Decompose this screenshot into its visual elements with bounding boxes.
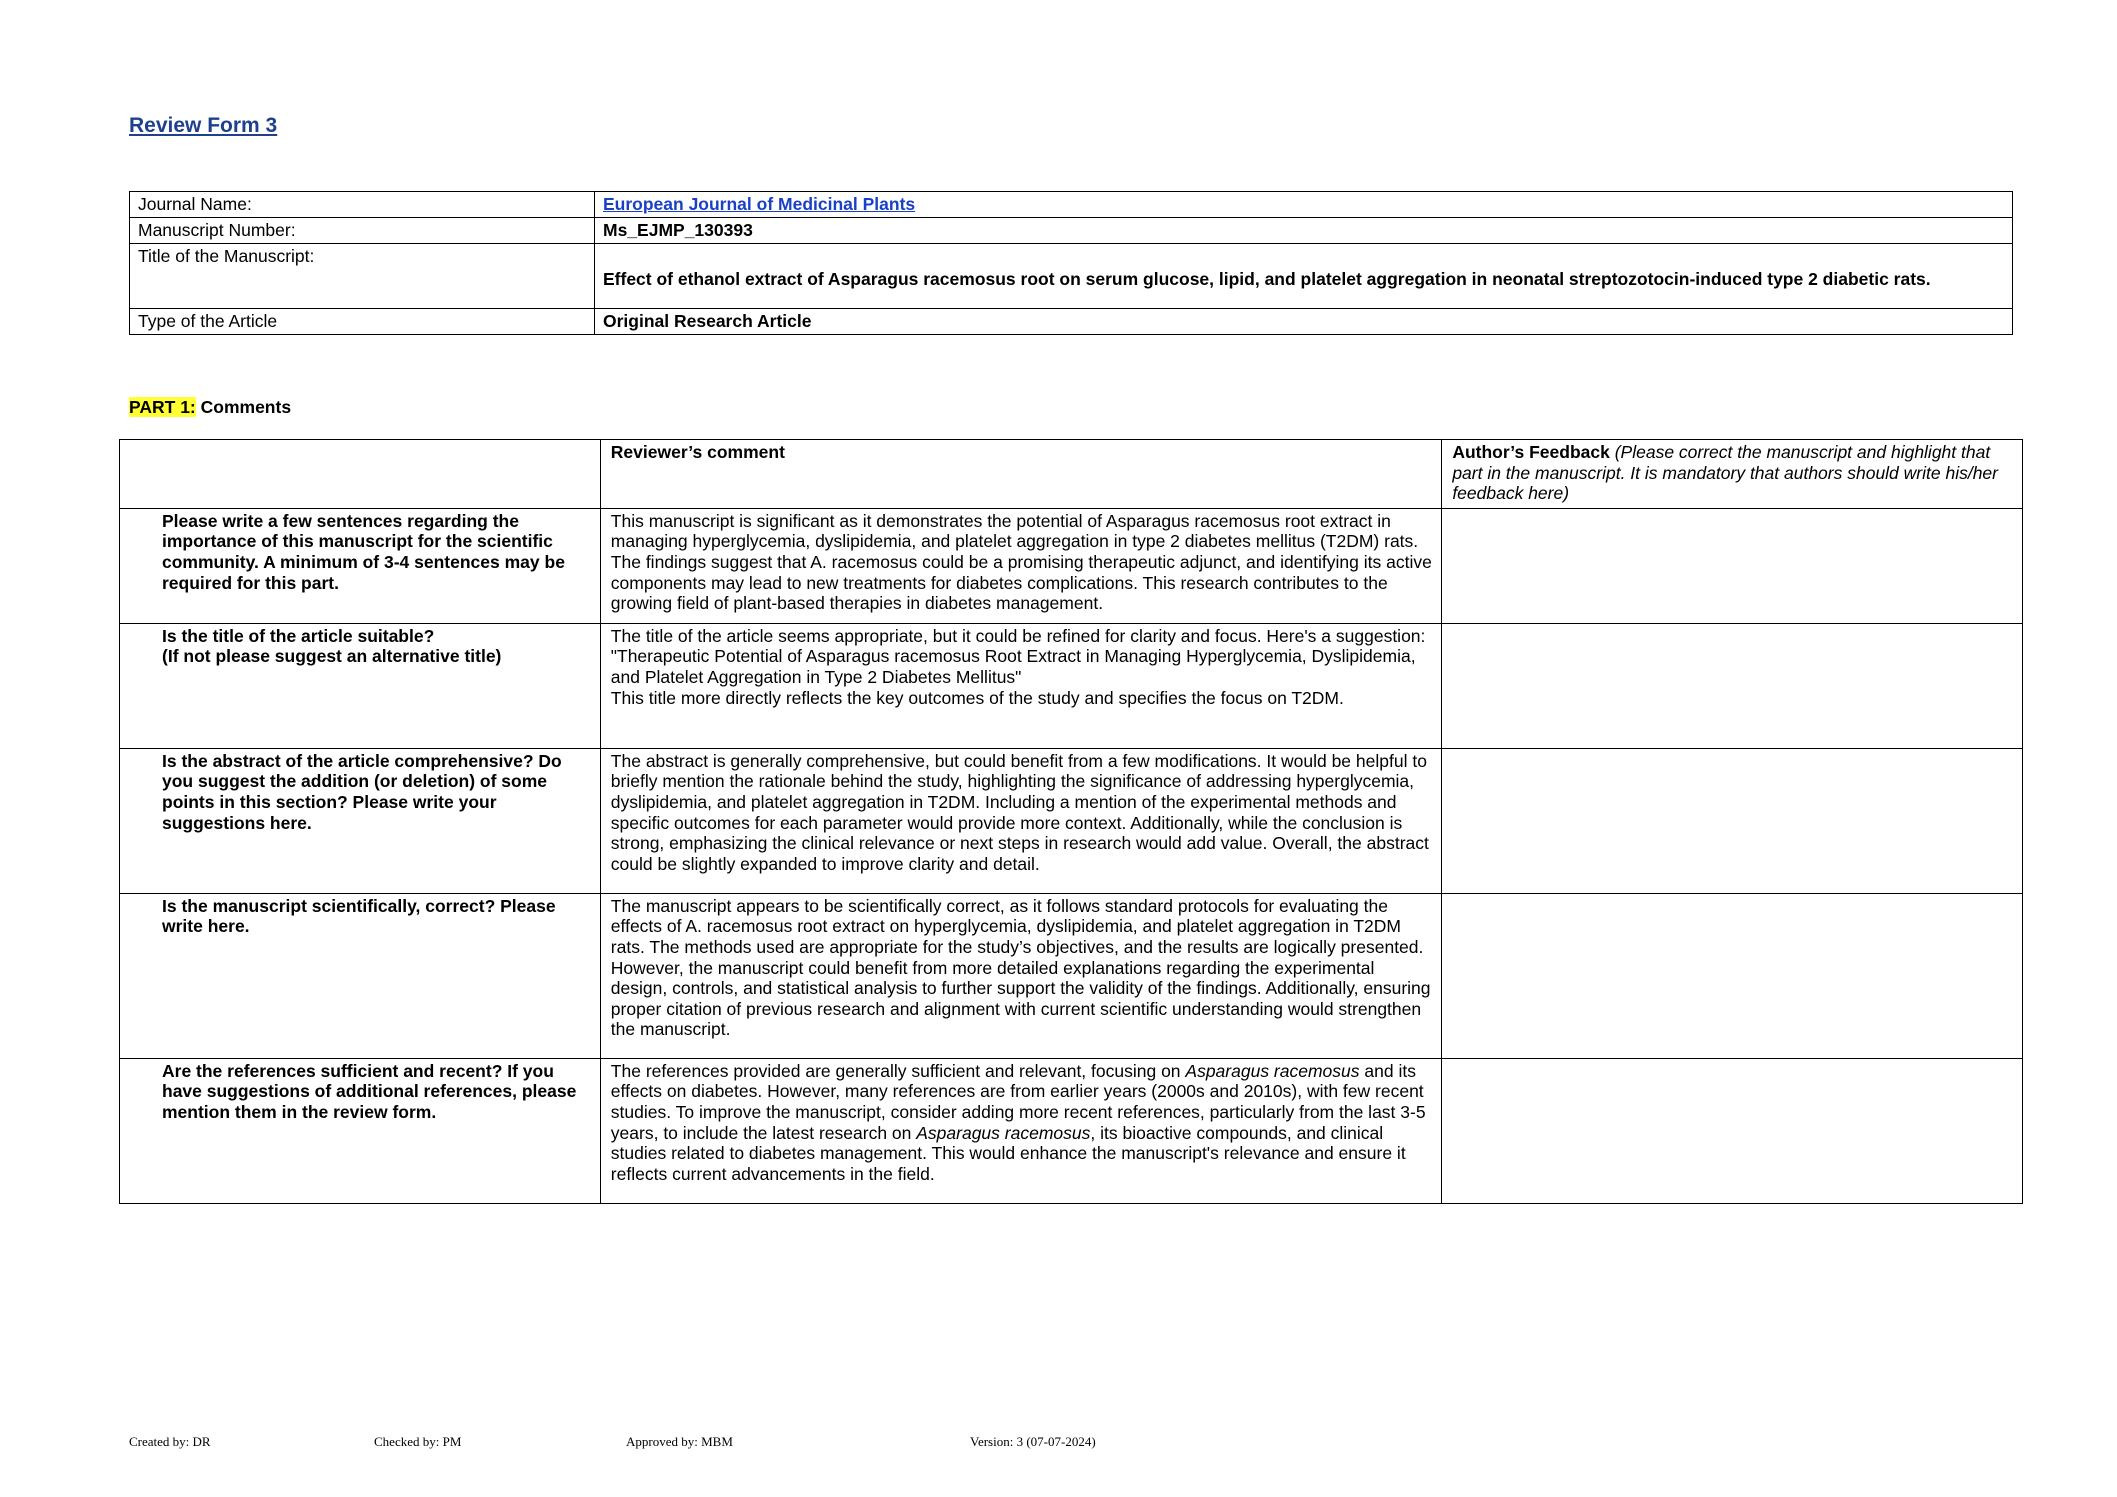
article-type-value: Original Research Article — [595, 309, 2013, 335]
comment-row — [120, 748, 2023, 893]
author-feedback-cell[interactable] — [1442, 508, 2023, 623]
footer-version: Version: 3 (07-07-2024) — [970, 1434, 1096, 1449]
part1-label: PART 1: — [129, 397, 196, 417]
comment-row — [120, 508, 2023, 623]
comment-row — [120, 1058, 2023, 1203]
manuscript-title-value: Effect of ethanol extract of Asparagus racemosus root on serum glucose, lipid, and platelet aggregation in neonatal streptozotocin-induced type 2 diabetic rats. — [595, 244, 2013, 309]
journal-label: Journal Name: — [130, 192, 595, 218]
article-type-row — [130, 309, 2013, 335]
journal-link[interactable]: European Journal of Medicinal Plants — [603, 194, 916, 214]
comments-table — [119, 439, 2023, 1204]
comment-text: and its effects on diabetes. However, many references are from earlier years (2000s and 2010s), with few recent studies. To improve the manuscript, consider adding more recent references, particularly from the last 3-5 years, to include the latest research on — [610, 1060, 1426, 1143]
author-feedback-cell[interactable] — [1442, 623, 2023, 748]
question-cell: Please write a few sentences regarding the importance of this manuscript for the scientific community. A minimum of 3-4 sentences may be required for this part. — [120, 508, 601, 623]
manuscript-number-value: Ms_EJMP_130393 — [595, 218, 2013, 244]
manuscript-title-row — [130, 244, 2013, 309]
footer-created-by: Created by: DR — [129, 1434, 211, 1449]
question-cell: Is the title of the article suitable? (If not please suggest an alternative title) — [120, 623, 601, 748]
reviewer-comment-cell: The title of the article seems appropriate, but it could be refined for clarity and focus. Here's a suggestion: "Therapeutic Potential of Asparagus racemosus Root Extract in Managing Hyperglycemia, Dyslipidemia, and Platelet Aggregation in Type 2 Diabetes Mellitus" This title more directly reflects the key outcomes of the study and specifies the focus on T2DM. — [600, 623, 1442, 748]
author-feedback-header — [1442, 440, 2023, 509]
comments-header-row — [120, 440, 2023, 509]
species-name: Asparagus racemosus — [916, 1122, 1091, 1143]
question-cell: Is the manuscript scientifically, correct? Please write here. — [120, 893, 601, 1058]
species-name: Asparagus racemosus — [1185, 1060, 1360, 1081]
question-cell: Are the references sufficient and recent? If you have suggestions of additional references, please mention them in the review form. — [120, 1058, 601, 1203]
header-empty-cell — [120, 440, 601, 509]
reviewer-comment-header: Reviewer’s comment — [600, 440, 1442, 509]
footer-checked-by: Checked by: PM — [374, 1434, 462, 1449]
comment-row — [120, 623, 2023, 748]
manuscript-info-table — [129, 191, 2013, 335]
reviewer-comment-cell: This manuscript is significant as it demonstrates the potential of Asparagus racemosus root extract in managing hyperglycemia, dyslipidemia, and platelet aggregation in type 2 diabetes mellitus (T2DM) rats. The findings suggest that A. racemosus could be a promising therapeutic adjunct, and identifying its active components may lead to new treatments for diabetes complications. This research contributes to the growing field of plant-based therapies in diabetes management. — [600, 508, 1442, 623]
reviewer-comment-cell — [600, 1058, 1442, 1203]
author-feedback-cell[interactable] — [1442, 893, 2023, 1058]
author-feedback-title: Author’s Feedback — [1452, 442, 1610, 462]
comment-text: , its bioactive compounds, and clinical studies related to diabetes management. This would enhance the manuscript's relevance and ensure it reflects current advancements in the field. — [610, 1122, 1406, 1184]
article-type-label: Type of the Article — [130, 309, 595, 335]
manuscript-title-label: Title of the Manuscript: — [130, 244, 595, 309]
journal-row — [130, 192, 2013, 218]
form-title: Review Form 3 — [129, 114, 278, 137]
author-feedback-instructions: (Please correct the manuscript and highlight that part in the manuscript. It is mandatory that authors should write his/her feedback here) — [1452, 442, 1998, 504]
question-cell: Is the abstract of the article comprehensive? Do you suggest the addition (or deletion) of some points in this section? Please write your suggestions here. — [120, 748, 601, 893]
reviewer-comment-cell: The manuscript appears to be scientifically correct, as it follows standard protocols for evaluating the effects of A. racemosus root extract on hyperglycemia, dyslipidemia, and platelet aggregation in T2DM rats. The methods used are appropriate for the study’s objectives, and the results are logically presented. However, the manuscript could benefit from more detailed explanations regarding the experimental design, controls, and statistical analysis to further support the validity of the findings. Additionally, ensuring proper citation of previous research and alignment with current scientific understanding would strengthen the manuscript. — [600, 893, 1442, 1058]
author-feedback-cell[interactable] — [1442, 1058, 2023, 1203]
manuscript-number-label: Manuscript Number: — [130, 218, 595, 244]
reviewer-comment-cell: The abstract is generally comprehensive, but could benefit from a few modifications. It would be helpful to briefly mention the rationale behind the study, highlighting the significance of addressing hyperglycemia, dyslipidemia, and platelet aggregation in T2DM. Including a mention of the experimental methods and specific outcomes for each parameter would provide more context. Additionally, while the conclusion is strong, emphasizing the clinical relevance or next steps in research would add value. Overall, the abstract could be slightly expanded to improve clarity and detail. — [600, 748, 1442, 893]
footer-approved-by: Approved by: MBM — [626, 1434, 733, 1449]
author-feedback-cell[interactable] — [1442, 748, 2023, 893]
journal-value — [595, 192, 2013, 218]
part1-heading — [129, 397, 291, 418]
part1-heading-text: Comments — [195, 397, 292, 417]
comment-row — [120, 893, 2023, 1058]
comment-text: The references provided are generally sufficient and relevant, focusing on — [610, 1060, 1186, 1081]
manuscript-number-row — [130, 218, 2013, 244]
